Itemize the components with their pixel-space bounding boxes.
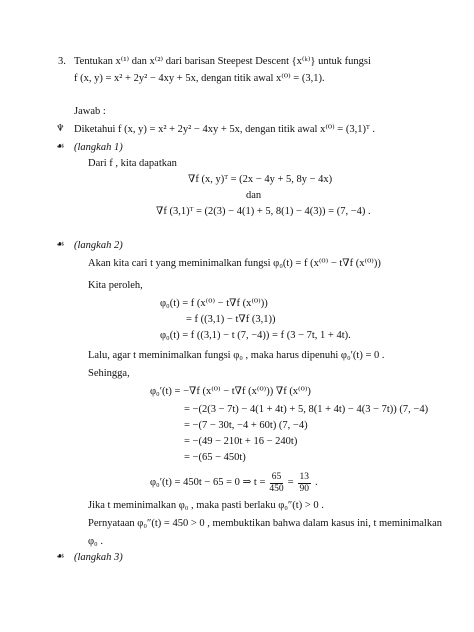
step2-label: (langkah 2) xyxy=(74,240,123,251)
step2-derivative-line-3: = −(7 − 30t, −4 + 60t) (7, −4) xyxy=(184,420,308,431)
step2-derivative-line-2: = −(2(3 − 7t) − 4(1 + 4t) + 5, 8(1 + 4t) − 4(3 − 7t)) (7, −4) xyxy=(184,404,429,415)
given-bullet-icon: ♆ xyxy=(56,123,65,134)
step2-fraction-1 xyxy=(269,472,283,495)
step2-derivative-line-5: = −(65 − 450t) xyxy=(184,452,246,463)
step2-second-derivative: Jika t meminimalkan φ₀ , maka pasti berlaku φ₀″(t) > 0 . xyxy=(88,500,324,511)
step1-and: dan xyxy=(246,190,262,201)
problem-number: 3. xyxy=(58,56,66,67)
step3-label: (langkah 3) xyxy=(74,552,123,563)
step2-solve-prefix: φ₀′(t) = 450t − 65 = 0 ⇒ t = xyxy=(150,477,266,489)
step2-solve-line xyxy=(150,472,318,495)
step2-fraction-1-numerator: 65 xyxy=(271,472,282,482)
step1-gradient-at-point: ∇f (3,1)ᵀ = (2(3) − 4(1) + 5, 8(1) − 4(3)) = (7, −4) . xyxy=(156,206,371,217)
step2-fraction-2 xyxy=(298,472,312,495)
given-text: Diketahui f (x, y) = x² + 2y² − 4xy + 5x, dengan titik awal x⁽⁰⁾ = (3,1)ᵀ . xyxy=(74,124,376,135)
answer-label: Jawab : xyxy=(74,106,106,117)
step2-eq3: φ₀(t) = f ((3,1) − t (7, −4)) = f (3 − 7t, 1 + 4t). xyxy=(160,330,351,341)
step1-bullet-icon: ☙ xyxy=(56,141,65,152)
step2-fraction-1-denominator: 450 xyxy=(269,483,284,494)
step2-fraction-2-denominator: 90 xyxy=(299,483,310,494)
problem-line-2: f (x, y) = x² + 2y² − 4xy + 5x, dengan titik awal x⁽⁰⁾ = (3,1). xyxy=(74,73,325,84)
step2-statement-line-2: φ₀ . xyxy=(88,536,103,547)
problem-line-1: Tentukan x⁽¹⁾ dan x⁽²⁾ dari barisan Steepest Descent {x⁽ᵏ⁾} untuk fungsi xyxy=(74,56,371,67)
step2-derivative-line-4: = −(49 − 210t + 16 − 240t) xyxy=(184,436,298,447)
step2-equals: = xyxy=(287,477,294,489)
step2-eq2: = f ((3,1) − t∇f (3,1)) xyxy=(186,314,276,325)
step1-gradient: ∇f (x, y)ᵀ = (2x − 4y + 5, 8y − 4x) xyxy=(188,174,333,185)
step2-fraction-2-numerator: 13 xyxy=(299,472,310,482)
step2-period: . xyxy=(315,477,318,489)
step2-hence: Sehingga, xyxy=(88,368,130,379)
step2-intro: Akan kita cari t yang meminimalkan fungsi φ₀(t) = f (x⁽⁰⁾ − t∇f (x⁽⁰⁾)) xyxy=(88,258,381,269)
step2-condition: Lalu, agar t meminimalkan fungsi φ₀ , maka harus dipenuhi φ₀′(t) = 0 . xyxy=(88,350,385,361)
step2-derivative-line-1: φ₀′(t) = −∇f (x⁽⁰⁾ − t∇f (x⁽⁰⁾)) ∇f (x⁽⁰⁾) xyxy=(150,386,311,397)
step2-eq1: φ₀(t) = f (x⁽⁰⁾ − t∇f (x⁽⁰⁾)) xyxy=(160,298,268,309)
step1-label: (langkah 1) xyxy=(74,142,123,153)
step2-statement-line-1: Pernyataan φ₀″(t) = 450 > 0 , membuktikan bahwa dalam kasus ini, t meminimalkan xyxy=(88,518,442,529)
step2-bullet-icon: ☙ xyxy=(56,239,65,250)
step1-intro: Dari f , kita dapatkan xyxy=(88,158,177,169)
step3-bullet-icon: ☙ xyxy=(56,551,65,562)
step2-obtain: Kita peroleh, xyxy=(88,280,143,291)
